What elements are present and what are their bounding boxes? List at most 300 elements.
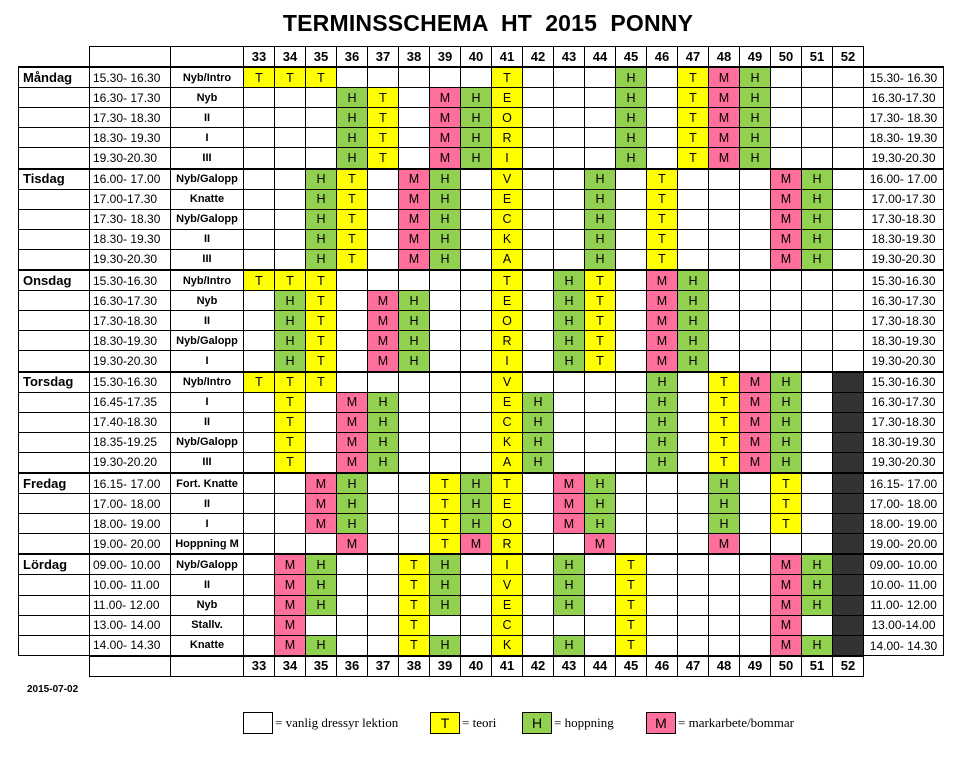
legend-swatch-groundwork: M [646, 712, 676, 734]
schedule-cell: R [492, 331, 523, 351]
group-name: Nyb/Galopp [171, 554, 244, 575]
footer-week-46: 46 [647, 656, 678, 677]
schedule-cell [740, 534, 771, 555]
schedule-cell: H [430, 554, 461, 575]
time-slot-right: 18.00- 19.00 [864, 514, 944, 534]
schedule-cell [647, 148, 678, 169]
footer-week-34: 34 [275, 656, 306, 677]
schedule-cell [678, 635, 709, 656]
schedule-cell [337, 291, 368, 311]
schedule-cell [647, 128, 678, 148]
group-name: Nyb/Galopp [171, 169, 244, 190]
schedule-cell: T [771, 514, 802, 534]
schedule-cell: O [492, 108, 523, 128]
schedule-cell: T [647, 209, 678, 229]
schedule-cell [461, 331, 492, 351]
schedule-cell [802, 128, 833, 148]
schedule-cell [430, 351, 461, 372]
schedule-cell: H [461, 148, 492, 169]
schedule-cell [523, 148, 554, 169]
schedule-cell [368, 67, 399, 88]
schedule-cell: H [740, 88, 771, 108]
schedule-cell: H [802, 635, 833, 656]
schedule-cell [244, 514, 275, 534]
header-week-46: 46 [647, 47, 678, 68]
schedule-cell [709, 249, 740, 270]
schedule-cell: T [678, 108, 709, 128]
schedule-cell [430, 452, 461, 473]
time-slot: 17.30- 18.30 [90, 209, 171, 229]
schedule-cell [678, 494, 709, 514]
day-cell [19, 108, 90, 128]
schedule-cell [585, 67, 616, 88]
schedule-cell: T [306, 270, 337, 291]
schedule-cell [244, 331, 275, 351]
schedule-cell [585, 148, 616, 169]
schedule-cell: T [616, 595, 647, 615]
schedule-cell [399, 494, 430, 514]
schedule-cell [430, 270, 461, 291]
schedule-cell: H [616, 128, 647, 148]
schedule-cell [430, 412, 461, 432]
time-slot-right: 13.00-14.00 [864, 615, 944, 635]
schedule-cell [368, 615, 399, 635]
schedule-cell [709, 554, 740, 575]
schedule-row [19, 412, 944, 432]
schedule-cell: M [399, 209, 430, 229]
schedule-cell [275, 189, 306, 209]
schedule-cell [461, 452, 492, 473]
time-slot: 15.30-16.30 [90, 372, 171, 393]
schedule-cell [678, 372, 709, 393]
day-cell [19, 88, 90, 108]
schedule-cell [554, 169, 585, 190]
group-name: Knatte [171, 189, 244, 209]
schedule-cell [461, 229, 492, 249]
schedule-cell [554, 452, 585, 473]
schedule-cell: M [740, 432, 771, 452]
time-slot: 18.30-19.30 [90, 331, 171, 351]
schedule-cell [399, 108, 430, 128]
schedule-row [19, 249, 944, 270]
schedule-cell: T [647, 249, 678, 270]
time-slot-right: 17.30-18.30 [864, 311, 944, 331]
schedule-cell [244, 209, 275, 229]
group-name: Stallv. [171, 615, 244, 635]
schedule-cell [740, 229, 771, 249]
schedule-cell [523, 209, 554, 229]
time-slot: 19.30-20.30 [90, 351, 171, 372]
schedule-cell: H [802, 169, 833, 190]
schedule-cell: H [771, 412, 802, 432]
schedule-cell [244, 88, 275, 108]
schedule-cell [709, 311, 740, 331]
schedule-cell [399, 88, 430, 108]
schedule-cell [523, 473, 554, 494]
schedule-cell: T [337, 209, 368, 229]
schedule-cell [771, 351, 802, 372]
schedule-cell [430, 67, 461, 88]
footer-week-44: 44 [585, 656, 616, 677]
schedule-cell: R [492, 128, 523, 148]
schedule-cell: H [616, 108, 647, 128]
schedule-cell: H [430, 249, 461, 270]
header-week-39: 39 [430, 47, 461, 68]
schedule-cell: T [678, 148, 709, 169]
schedule-cell: V [492, 372, 523, 393]
schedule-cell [740, 311, 771, 331]
schedule-cell [523, 514, 554, 534]
schedule-cell [368, 229, 399, 249]
schedule-cell: M [430, 128, 461, 148]
schedule-cell: T [616, 615, 647, 635]
footer-week-37: 37 [368, 656, 399, 677]
schedule-cell: H [585, 249, 616, 270]
schedule-cell: T [709, 432, 740, 452]
time-slot-right: 16.00- 17.00 [864, 169, 944, 190]
schedule-cell [616, 169, 647, 190]
schedule-cell: H [740, 148, 771, 169]
group-name: Nyb/Galopp [171, 432, 244, 452]
schedule-cell [399, 473, 430, 494]
blank-cell [864, 47, 944, 68]
schedule-cell [244, 534, 275, 555]
schedule-cell [740, 575, 771, 595]
schedule-cell [368, 494, 399, 514]
schedule-cell [523, 331, 554, 351]
schedule-cell [678, 554, 709, 575]
schedule-cell [368, 372, 399, 393]
day-cell [19, 494, 90, 514]
footer-week-48: 48 [709, 656, 740, 677]
legend-swatch-regular [243, 712, 273, 734]
schedule-cell [523, 615, 554, 635]
schedule-cell [740, 615, 771, 635]
time-slot-right: 16.30-17.30 [864, 88, 944, 108]
schedule-cell: H [678, 331, 709, 351]
schedule-cell [430, 392, 461, 412]
schedule-cell: T [399, 575, 430, 595]
time-slot: 09.00- 10.00 [90, 554, 171, 575]
day-cell [19, 209, 90, 229]
schedule-cell [833, 229, 864, 249]
schedule-cell [802, 473, 833, 494]
schedule-cell: M [275, 635, 306, 656]
document-date: 2015-07-02 [27, 684, 79, 695]
schedule-cell [709, 189, 740, 209]
schedule-cell [740, 270, 771, 291]
schedule-cell: M [275, 575, 306, 595]
schedule-cell [461, 351, 492, 372]
schedule-cell: M [740, 412, 771, 432]
schedule-cell [585, 575, 616, 595]
schedule-cell [554, 412, 585, 432]
schedule-cell [833, 514, 864, 534]
schedule-cell [368, 554, 399, 575]
schedule-cell [616, 189, 647, 209]
schedule-cell: E [492, 291, 523, 311]
header-week-48: 48 [709, 47, 740, 68]
schedule-cell [554, 67, 585, 88]
schedule-cell [616, 514, 647, 534]
schedule-cell [306, 148, 337, 169]
day-cell [19, 432, 90, 452]
schedule-cell [461, 372, 492, 393]
schedule-cell: T [306, 291, 337, 311]
schedule-cell [337, 595, 368, 615]
day-cell [19, 412, 90, 432]
schedule-cell: M [771, 169, 802, 190]
schedule-cell: M [430, 108, 461, 128]
group-name: Nyb/Intro [171, 67, 244, 88]
schedule-cell: M [647, 331, 678, 351]
schedule-cell [554, 128, 585, 148]
schedule-cell [647, 494, 678, 514]
schedule-cell: I [492, 351, 523, 372]
group-name: III [171, 148, 244, 169]
header-week-45: 45 [616, 47, 647, 68]
schedule-cell [647, 554, 678, 575]
schedule-row [19, 372, 944, 393]
schedule-cell: H [337, 88, 368, 108]
schedule-cell: M [709, 534, 740, 555]
day-cell [19, 351, 90, 372]
schedule-cell [833, 88, 864, 108]
schedule-cell: M [771, 595, 802, 615]
schedule-row [19, 595, 944, 615]
schedule-cell [337, 351, 368, 372]
schedule-cell [678, 412, 709, 432]
schedule-cell: T [306, 372, 337, 393]
schedule-cell [833, 249, 864, 270]
schedule-cell [678, 229, 709, 249]
schedule-cell: T [492, 67, 523, 88]
schedule-cell: M [740, 392, 771, 412]
day-label: Fredag [19, 473, 90, 494]
schedule-cell: K [492, 635, 523, 656]
schedule-row [19, 169, 944, 190]
schedule-cell: M [771, 249, 802, 270]
schedule-cell [461, 67, 492, 88]
schedule-cell [430, 311, 461, 331]
schedule-cell [616, 311, 647, 331]
schedule-cell: T [678, 88, 709, 108]
legend-theory [430, 712, 496, 734]
schedule-cell [244, 392, 275, 412]
schedule-cell: A [492, 452, 523, 473]
schedule-cell: M [275, 554, 306, 575]
schedule-cell [430, 615, 461, 635]
schedule-cell: T [430, 473, 461, 494]
schedule-cell [523, 554, 554, 575]
schedule-cell [771, 311, 802, 331]
schedule-cell: H [461, 473, 492, 494]
schedule-cell: M [554, 494, 585, 514]
schedule-cell [616, 412, 647, 432]
schedule-cell: E [492, 189, 523, 209]
schedule-cell [833, 311, 864, 331]
schedule-cell: H [306, 169, 337, 190]
schedule-cell [461, 291, 492, 311]
schedule-row [19, 494, 944, 514]
schedule-cell [399, 534, 430, 555]
schedule-cell: T [585, 291, 616, 311]
schedule-cell: M [709, 67, 740, 88]
header-week-47: 47 [678, 47, 709, 68]
group-name: II [171, 412, 244, 432]
schedule-cell: T [306, 331, 337, 351]
schedule-cell [771, 291, 802, 311]
schedule-cell [802, 270, 833, 291]
schedule-cell: M [771, 209, 802, 229]
schedule-cell [461, 169, 492, 190]
schedule-cell [616, 351, 647, 372]
schedule-cell [337, 311, 368, 331]
day-cell [19, 595, 90, 615]
time-slot: 17.30- 18.30 [90, 108, 171, 128]
schedule-cell [802, 372, 833, 393]
schedule-cell [616, 291, 647, 311]
schedule-cell [244, 432, 275, 452]
schedule-cell [616, 392, 647, 412]
schedule-cell: H [616, 67, 647, 88]
schedule-cell [771, 108, 802, 128]
schedule-cell: M [337, 392, 368, 412]
schedule-cell: M [368, 291, 399, 311]
schedule-cell: H [554, 331, 585, 351]
day-cell [19, 392, 90, 412]
empty-cell [171, 47, 244, 68]
schedule-cell: T [771, 473, 802, 494]
schedule-cell [833, 351, 864, 372]
footer-week-38: 38 [399, 656, 430, 677]
schedule-cell [616, 331, 647, 351]
schedule-row [19, 209, 944, 229]
schedule-cell [275, 229, 306, 249]
footer-week-47: 47 [678, 656, 709, 677]
schedule-cell: M [306, 473, 337, 494]
schedule-row [19, 554, 944, 575]
schedule-cell: H [461, 88, 492, 108]
schedule-cell [554, 615, 585, 635]
schedule-cell [740, 635, 771, 656]
schedule-cell [709, 270, 740, 291]
header-week-38: 38 [399, 47, 430, 68]
schedule-row [19, 473, 944, 494]
schedule-cell: T [337, 189, 368, 209]
schedule-cell: M [430, 88, 461, 108]
group-name: Fort. Knatte [171, 473, 244, 494]
schedule-cell [306, 108, 337, 128]
schedule-cell: T [244, 270, 275, 291]
schedule-cell: H [585, 169, 616, 190]
schedule-cell: T [337, 229, 368, 249]
schedule-cell: H [554, 291, 585, 311]
schedule-cell: T [709, 452, 740, 473]
schedule-cell [275, 209, 306, 229]
schedule-cell [802, 494, 833, 514]
schedule-cell: T [430, 494, 461, 514]
schedule-cell: M [771, 615, 802, 635]
schedule-cell [554, 534, 585, 555]
group-name: Nyb/Galopp [171, 331, 244, 351]
schedule-cell [523, 108, 554, 128]
schedule-cell [740, 595, 771, 615]
schedule-cell: M [771, 554, 802, 575]
schedule-cell [368, 635, 399, 656]
schedule-cell [678, 452, 709, 473]
legend-label-jumping: = hoppning [554, 715, 614, 730]
schedule-cell: T [585, 270, 616, 291]
schedule-cell [368, 514, 399, 534]
schedule-cell [585, 412, 616, 432]
schedule-cell [833, 412, 864, 432]
time-slot-right: 14.00- 14.30 [864, 635, 944, 656]
header-week-36: 36 [337, 47, 368, 68]
schedule-cell: T [244, 67, 275, 88]
schedule-cell [399, 67, 430, 88]
schedule-cell [461, 595, 492, 615]
schedule-cell [585, 372, 616, 393]
time-slot-right: 17.30-18.30 [864, 412, 944, 432]
schedule-cell [802, 432, 833, 452]
time-slot: 19.30-20.20 [90, 452, 171, 473]
schedule-cell: M [306, 514, 337, 534]
footer-week-49: 49 [740, 656, 771, 677]
footer-week-43: 43 [554, 656, 585, 677]
schedule-cell [709, 331, 740, 351]
schedule-cell: H [802, 189, 833, 209]
schedule-cell [802, 311, 833, 331]
schedule-cell [771, 148, 802, 169]
schedule-cell: T [275, 452, 306, 473]
schedule-cell [244, 291, 275, 311]
legend-label-theory: = teori [462, 715, 497, 730]
schedule-cell: M [647, 311, 678, 331]
schedule-cell: H [647, 452, 678, 473]
schedule-row [19, 311, 944, 331]
schedule-cell: H [585, 514, 616, 534]
schedule-cell [554, 432, 585, 452]
blank-cell [19, 47, 90, 68]
schedule-cell [306, 452, 337, 473]
schedule-cell [306, 392, 337, 412]
schedule-cell: H [368, 392, 399, 412]
schedule-cell [647, 534, 678, 555]
footer-week-52: 52 [833, 656, 864, 677]
group-name: Nyb [171, 595, 244, 615]
schedule-cell: H [275, 291, 306, 311]
group-name: II [171, 494, 244, 514]
schedule-cell: H [430, 575, 461, 595]
schedule-cell: M [647, 351, 678, 372]
schedule-cell: T [430, 534, 461, 555]
time-slot: 15.30- 16.30 [90, 67, 171, 88]
schedule-row [19, 432, 944, 452]
header-week-43: 43 [554, 47, 585, 68]
schedule-cell [647, 67, 678, 88]
schedule-cell: E [492, 494, 523, 514]
day-cell [19, 575, 90, 595]
schedule-cell: T [337, 169, 368, 190]
time-slot: 11.00- 12.00 [90, 595, 171, 615]
schedule-row [19, 189, 944, 209]
day-cell [19, 311, 90, 331]
schedule-cell: H [306, 209, 337, 229]
footer-week-36: 36 [337, 656, 368, 677]
schedule-cell [709, 169, 740, 190]
time-slot-right: 16.15- 17.00 [864, 473, 944, 494]
